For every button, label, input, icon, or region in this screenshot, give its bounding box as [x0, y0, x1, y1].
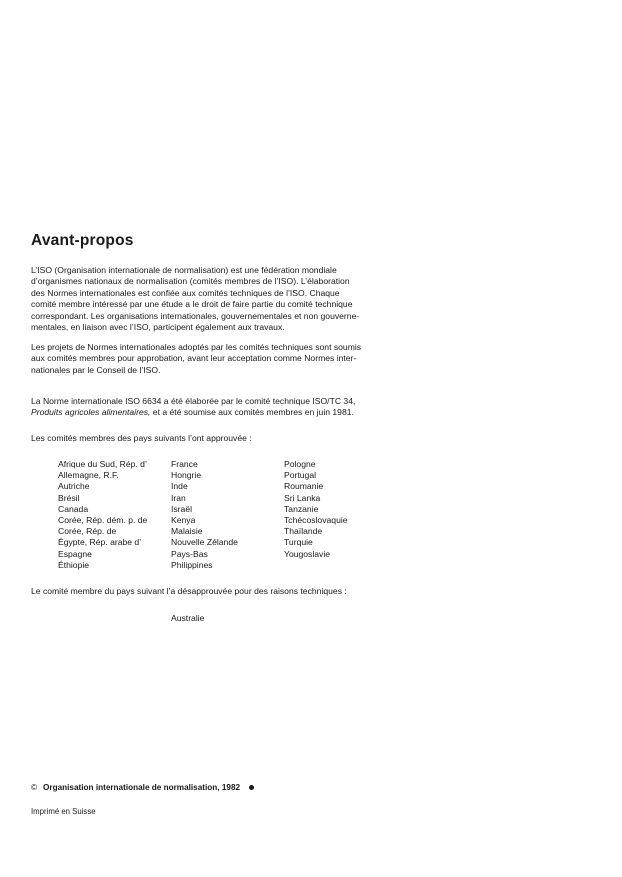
intro-paragraph: [31, 265, 377, 333]
country-item: Autriche: [58, 481, 90, 492]
paragraph-line: nationales par le Conseil de l’ISO.: [31, 364, 161, 375]
country-item: Philippines: [171, 559, 213, 570]
approval-list-intro: Les comités membres des pays suivants l’ont approuvée :: [31, 433, 252, 443]
paragraph-line: des Normes internationales est confiée aux comités techniques de l’ISO. Chaque: [31, 287, 340, 298]
disapproving-country: Australie: [171, 613, 205, 623]
country-item: Pologne: [284, 459, 316, 469]
country-item: Pays-Bas: [171, 548, 208, 559]
country-item: Israël: [171, 503, 193, 514]
country-item: Espagne: [58, 548, 92, 559]
paragraph-line: L’ISO (Organisation internationale de normalisation) est une fédération mondiale: [31, 265, 337, 275]
country-item: Turquie: [284, 537, 313, 548]
country-item: France: [171, 459, 198, 469]
country-item: Yougoslavie: [284, 548, 331, 559]
country-item: Corée, Rép. dém. p. de: [58, 515, 148, 526]
paragraph-line: Les projets de Normes internationales adoptés par les comités techniques sont soumis: [31, 342, 362, 352]
country-item: Inde: [171, 481, 188, 492]
country-item: Afrique du Sud, Rép. d’: [58, 459, 147, 469]
paragraph-text: et a été soumise aux comités membres en juin 1981.: [150, 407, 354, 418]
country-item: Éthiopie: [58, 559, 90, 570]
paragraph-line: correspondant. Les organisations internationales, gouvernementales et non gouverne-: [31, 310, 360, 321]
country-item: Allemagne, R.F.: [58, 470, 119, 481]
country-item: Corée, Rép. de: [58, 526, 117, 537]
country-item: Égypte, Rép. arabe d’: [58, 537, 142, 548]
country-item: Iran: [171, 492, 186, 503]
country-item: Sri Lanka: [284, 492, 321, 503]
copyright-organisation: Organisation internationale de normalisation, 1982: [43, 783, 241, 792]
copyright-icon: ©: [31, 783, 38, 792]
country-item: Hongrie: [171, 470, 202, 481]
paragraph-line: aux comités membres pour approbation, avant leur acceptation comme Normes inter-: [31, 353, 357, 364]
country-item: Brésil: [58, 492, 80, 503]
paragraph-line: La Norme internationale ISO 6634 a été élaborée par le comité technique ISO/TC 34,: [31, 396, 356, 406]
country-item: Portugal: [284, 470, 317, 481]
printed-in-note: Imprimé en Suisse: [31, 807, 96, 816]
page-title: Avant-propos: [31, 232, 134, 249]
country-column-2: [171, 459, 238, 571]
paragraph-line: d’organismes nationaux de normalisation (comités membres de l’ISO). L’élaboration: [31, 276, 350, 287]
approval-process-paragraph: [31, 342, 377, 376]
country-item: Thaïlande: [284, 526, 323, 537]
country-item: Tchécoslovaquie: [284, 515, 348, 526]
paragraph-line: [31, 407, 377, 418]
country-item: Kenya: [171, 515, 196, 526]
paragraph-line: comité membre intéressé par une étude a le droit de faire partie du comité technique: [31, 299, 353, 310]
country-column-3: [284, 459, 348, 560]
standard-origin-paragraph: [31, 396, 377, 419]
copyright-line: [31, 783, 254, 792]
country-item: Malaisie: [171, 526, 203, 537]
bullet-icon: [249, 785, 254, 790]
committee-title: Produits agricoles alimentaires,: [31, 407, 151, 418]
disapproval-intro: Le comité membre du pays suivant l’a désapprouvée pour des raisons techniques :: [31, 586, 347, 596]
paragraph-line: mentales, en liaison avec l’ISO, participent également aux travaux.: [31, 322, 285, 333]
country-item: Nouvelle Zélande: [171, 537, 238, 548]
country-item: Tanzanie: [284, 503, 319, 514]
country-item: Canada: [58, 503, 89, 514]
country-item: Roumanie: [284, 481, 324, 492]
country-column-1: [58, 459, 147, 571]
